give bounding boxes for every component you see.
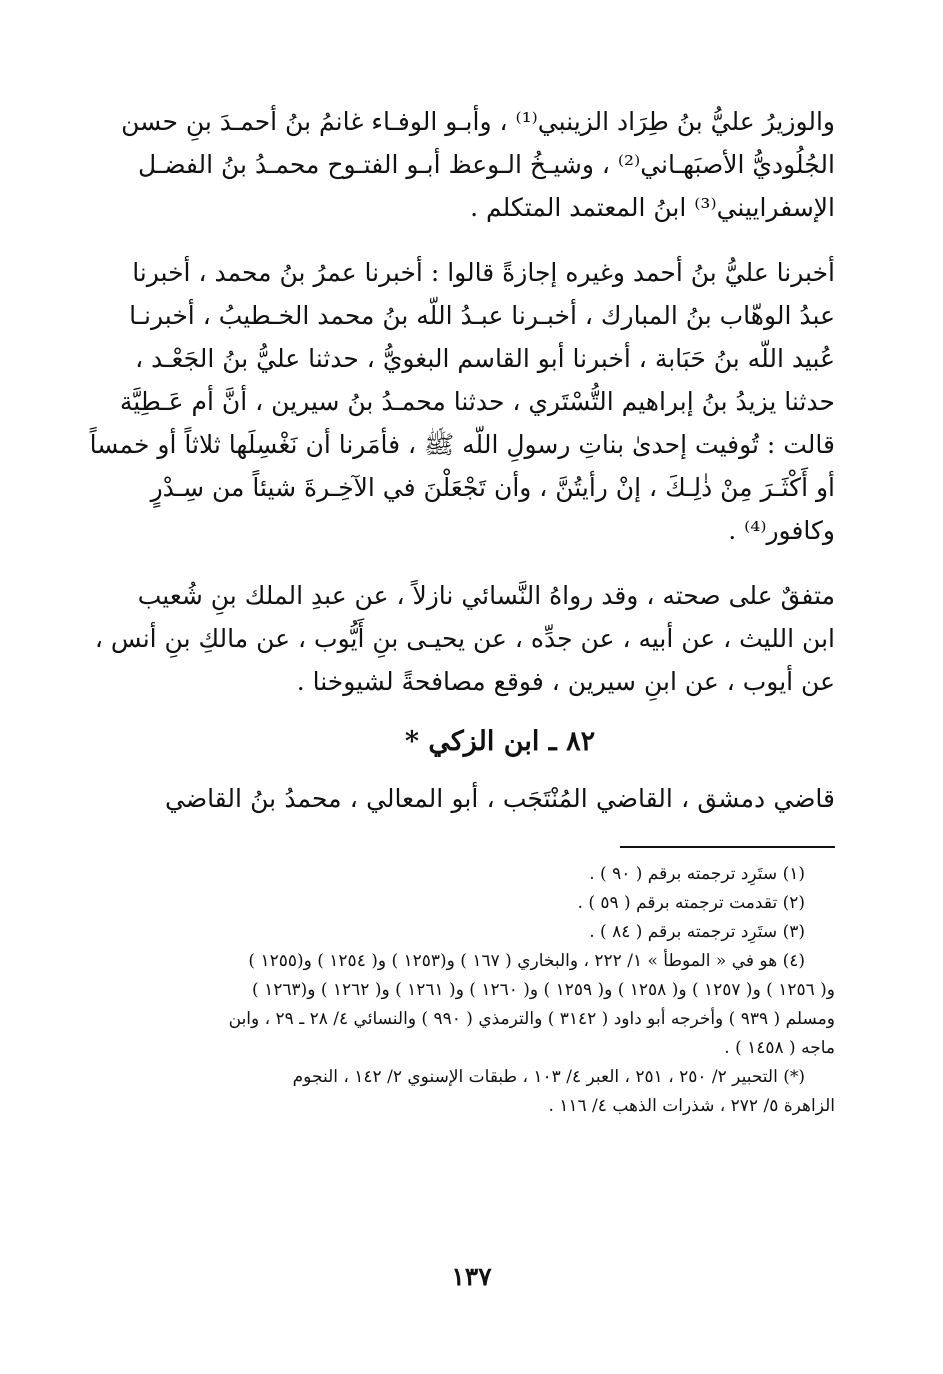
text-line: عُبيد اللّه بنُ حَبَابة ، أخبرنا أبو القاسم البغويُّ ، حدثنا عليُّ بنُ الجَعْـد ، bbox=[135, 344, 835, 373]
text-line: قالت : تُوفيت إحدىٰ بناتِ رسولِ اللّه ﷺ ، فأمَرنا أن نَغْسِلَها ثلاثاً أو خمساً bbox=[89, 430, 835, 459]
footnote-star-line: الزاهرة ٥/ ٢٧٢ ، شذرات الذهب ٤/ ١١٦ . bbox=[548, 1096, 835, 1116]
footnote-2: (٢) تقدمت ترجمته برقم ( ٥٩ ) . bbox=[577, 893, 805, 913]
paragraph-1 bbox=[121, 100, 835, 229]
text-line: الإسفراييني⁽³⁾ ابنُ المعتمد المتكلم . bbox=[470, 193, 835, 222]
text-line: أو أَكْثَـرَ مِنْ ذٰلِـكَ ، إنْ رأيتُنَّ ، وأن تَجْعَلْنَ في الآخِـرةَ شيئاً من سِـدْرٍ bbox=[150, 473, 835, 502]
footnote-star: (*) التحبير ٢/ ٢٥٠ ، ٢٥١ ، العبر ٤/ ١٠٣ ، طبقات الإسنوي ٢/ ١٤٢ ، النجوم bbox=[292, 1067, 805, 1087]
page-body bbox=[89, 100, 835, 1121]
text-line: متفقٌ على صحته ، وقد رواهُ النَّسائي نازلاً ، عن عبدِ الملك بنِ شُعيب bbox=[137, 581, 835, 610]
text-line: والوزيرُ عليُّ بنُ طِرَاد الزينبي⁽¹⁾ ، وأبـو الوفـاء غانمُ بنُ أحمـدَ بنِ حسن bbox=[121, 107, 835, 136]
text-line: الجُلُوديُّ الأصبَهـاني⁽²⁾ ، وشيـخُ الـوعظ أبـو الفتـوح محمـدُ بنُ الفضـل bbox=[137, 150, 835, 179]
text-line: ابن الليث ، عن أبيه ، عن جدِّه ، عن يحيـى بنِ أَيُّوب ، عن مالكِ بنِ أنس ، bbox=[94, 624, 835, 653]
paragraph-3 bbox=[94, 574, 835, 703]
page-number: ١٣٧ bbox=[451, 1262, 492, 1291]
footnote-divider bbox=[620, 846, 835, 848]
footnotes bbox=[165, 860, 835, 1121]
text-line: حدثنا يزيدُ بنُ إبراهيم التُّسْتَري ، حدثنا محمـدُ بنُ سيرين ، أنَّ أم عَـطِيَّة bbox=[119, 387, 835, 416]
footnote-4: (٤) هو في « الموطأ » ١/ ٢٢٢ ، والبخاري ( ١٦٧ ) و(١٢٥٣ ) و( ١٢٥٤ ) و(١٢٥٥ ) bbox=[248, 951, 805, 971]
text-line: قاضي دمشق ، القاضي المُنْتَجَب ، أبو المعالي ، محمدُ بنُ القاضي bbox=[165, 784, 835, 813]
footnote-4-line: و( ١٢٥٦ ) و( ١٢٥٧ ) و( ١٢٥٨ ) و( ١٢٥٩ ) و( ١٢٦٠ ) و( ١٢٦١ ) و( ١٢٦٢ ) و(١٢٦٣ ) bbox=[252, 980, 835, 1000]
text-line: عبدُ الوهّاب بنُ المبارك ، أخبـرنا عبـدُ اللّه بنُ محمد الخـطيبُ ، أخبرنـا bbox=[129, 301, 835, 330]
footnote-4-line: ومسلم ( ٩٣٩ ) وأخرجه أبو داود ( ٣١٤٢ ) والترمذي ( ٩٩٠ ) والنسائي ٤/ ٢٨ ـ ٢٩ ، وابن bbox=[228, 1009, 835, 1029]
text-line: وكافور⁽⁴⁾ . bbox=[728, 516, 835, 545]
footnote-4-line: ماجه ( ١٤٥٨ ) . bbox=[724, 1038, 835, 1058]
section-heading: ٨٢ ـ ابن الزكي * bbox=[404, 726, 596, 757]
paragraph-4 bbox=[165, 777, 835, 820]
footnote-1: (١) ستَرِد ترجمته برقم ( ٩٠ ) . bbox=[589, 864, 805, 884]
footnote-3: (٣) ستَرِد ترجمته برقم ( ٨٤ ) . bbox=[589, 922, 805, 942]
text-line: عن أيوب ، عن ابنِ سيرين ، فوقع مصافحةً لشيوخنا . bbox=[296, 667, 835, 696]
text-line: أخبرنا عليُّ بنُ أحمد وغيره إجازةً قالوا : أخبرنا عمرُ بنُ محمد ، أخبرنا bbox=[132, 258, 835, 287]
paragraph-2 bbox=[89, 251, 835, 552]
